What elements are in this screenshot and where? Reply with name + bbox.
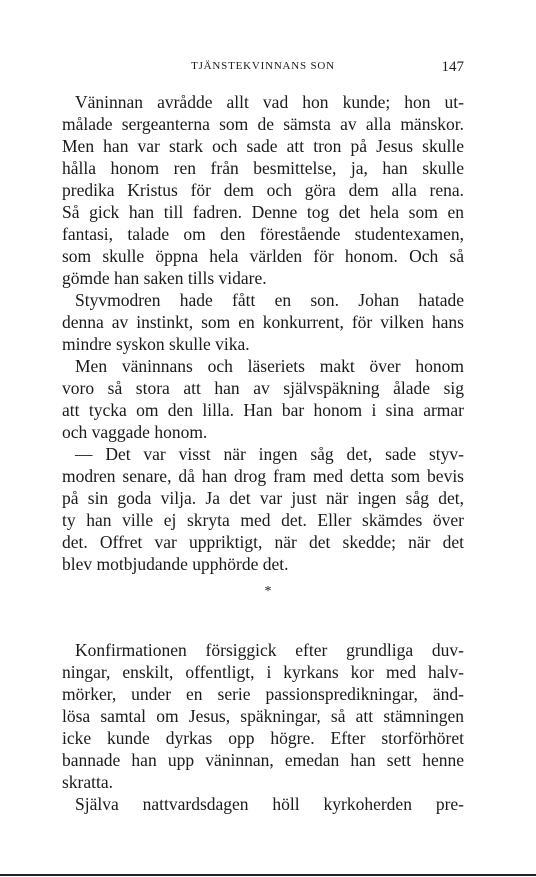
text-line: Styvmodren hade fått en son. Johan hatade [75, 290, 464, 310]
text-line: som skulle öppna hela världen för honom. Och så [62, 246, 464, 266]
text-line: gömde han saken tills vidare. [62, 268, 267, 288]
text-line: blev motbjudande upphörde det. [62, 554, 289, 574]
text-line: ningar, enskilt, offentligt, i kyrkans kor med halv- [62, 662, 464, 682]
text-line: mindre syskon skulle vika. [62, 334, 250, 354]
text-line: skratta. [62, 772, 114, 792]
text-line: — Det var visst när ingen såg det, sade styv- [75, 444, 464, 464]
text-line: bannade han upp väninnan, emedan han sett henne [62, 750, 464, 770]
text-line: mörker, under en serie passionspredikningar, änd- [62, 684, 464, 704]
text-line: predika Kristus för dem och göra dem alla rena. [62, 180, 464, 200]
text-line: Konfirmationen försiggick efter grundliga duv- [75, 640, 464, 660]
text-line: målade sergeanterna som de sämsta av alla mänskor. [62, 114, 464, 134]
page-header [62, 60, 464, 80]
text-line: Men väninnans och läseriets makt över honom [75, 356, 464, 376]
text-line: Väninnan avrådde allt vad hon kunde; hon ut- [75, 92, 464, 112]
text-line: icke kunde dyrkas opp högre. Efter storförhöret [62, 728, 464, 748]
text-line: denna av instinkt, som en konkurrent, för vilken hans [62, 312, 464, 332]
text-line: lösa samtal om Jesus, späkningar, så att stämningen [62, 706, 464, 726]
text-line: hålla honom ren från besmittelse, ja, han skulle [62, 158, 464, 178]
text-line: ty han ville ej skryta med det. Eller skämdes över [62, 510, 464, 530]
text-line: på sin goda vilja. Ja det var just när ingen såg det, [62, 488, 464, 508]
running-title: TJÄNSTEKVINNANS SON [191, 60, 335, 72]
text-line: Så gick han till fadren. Denne tog det hela som en [62, 202, 464, 222]
bottom-edge-rule [0, 874, 536, 876]
page-number: 147 [441, 59, 464, 75]
text-line: fantasi, talade om den förestående studentexamen, [62, 224, 464, 244]
text-line: och vaggade honom. [62, 422, 208, 442]
text-line: voro så stora att han av självspäkning ålade sig [62, 378, 464, 398]
section-break-asterisk: * [264, 584, 272, 599]
text-line: det. Offret var uppriktigt, när det skedde; när det [62, 532, 464, 552]
text-line: Själva nattvardsdagen höll kyrkoherden pre- [75, 794, 464, 814]
text-line: modren senare, då han drog fram med detta som bevis [62, 466, 464, 486]
text-line: att tycka om den lilla. Han bar honom i sina armar [62, 400, 464, 420]
text-line: Men han var stark och sade att tron på Jesus skulle [62, 136, 464, 156]
